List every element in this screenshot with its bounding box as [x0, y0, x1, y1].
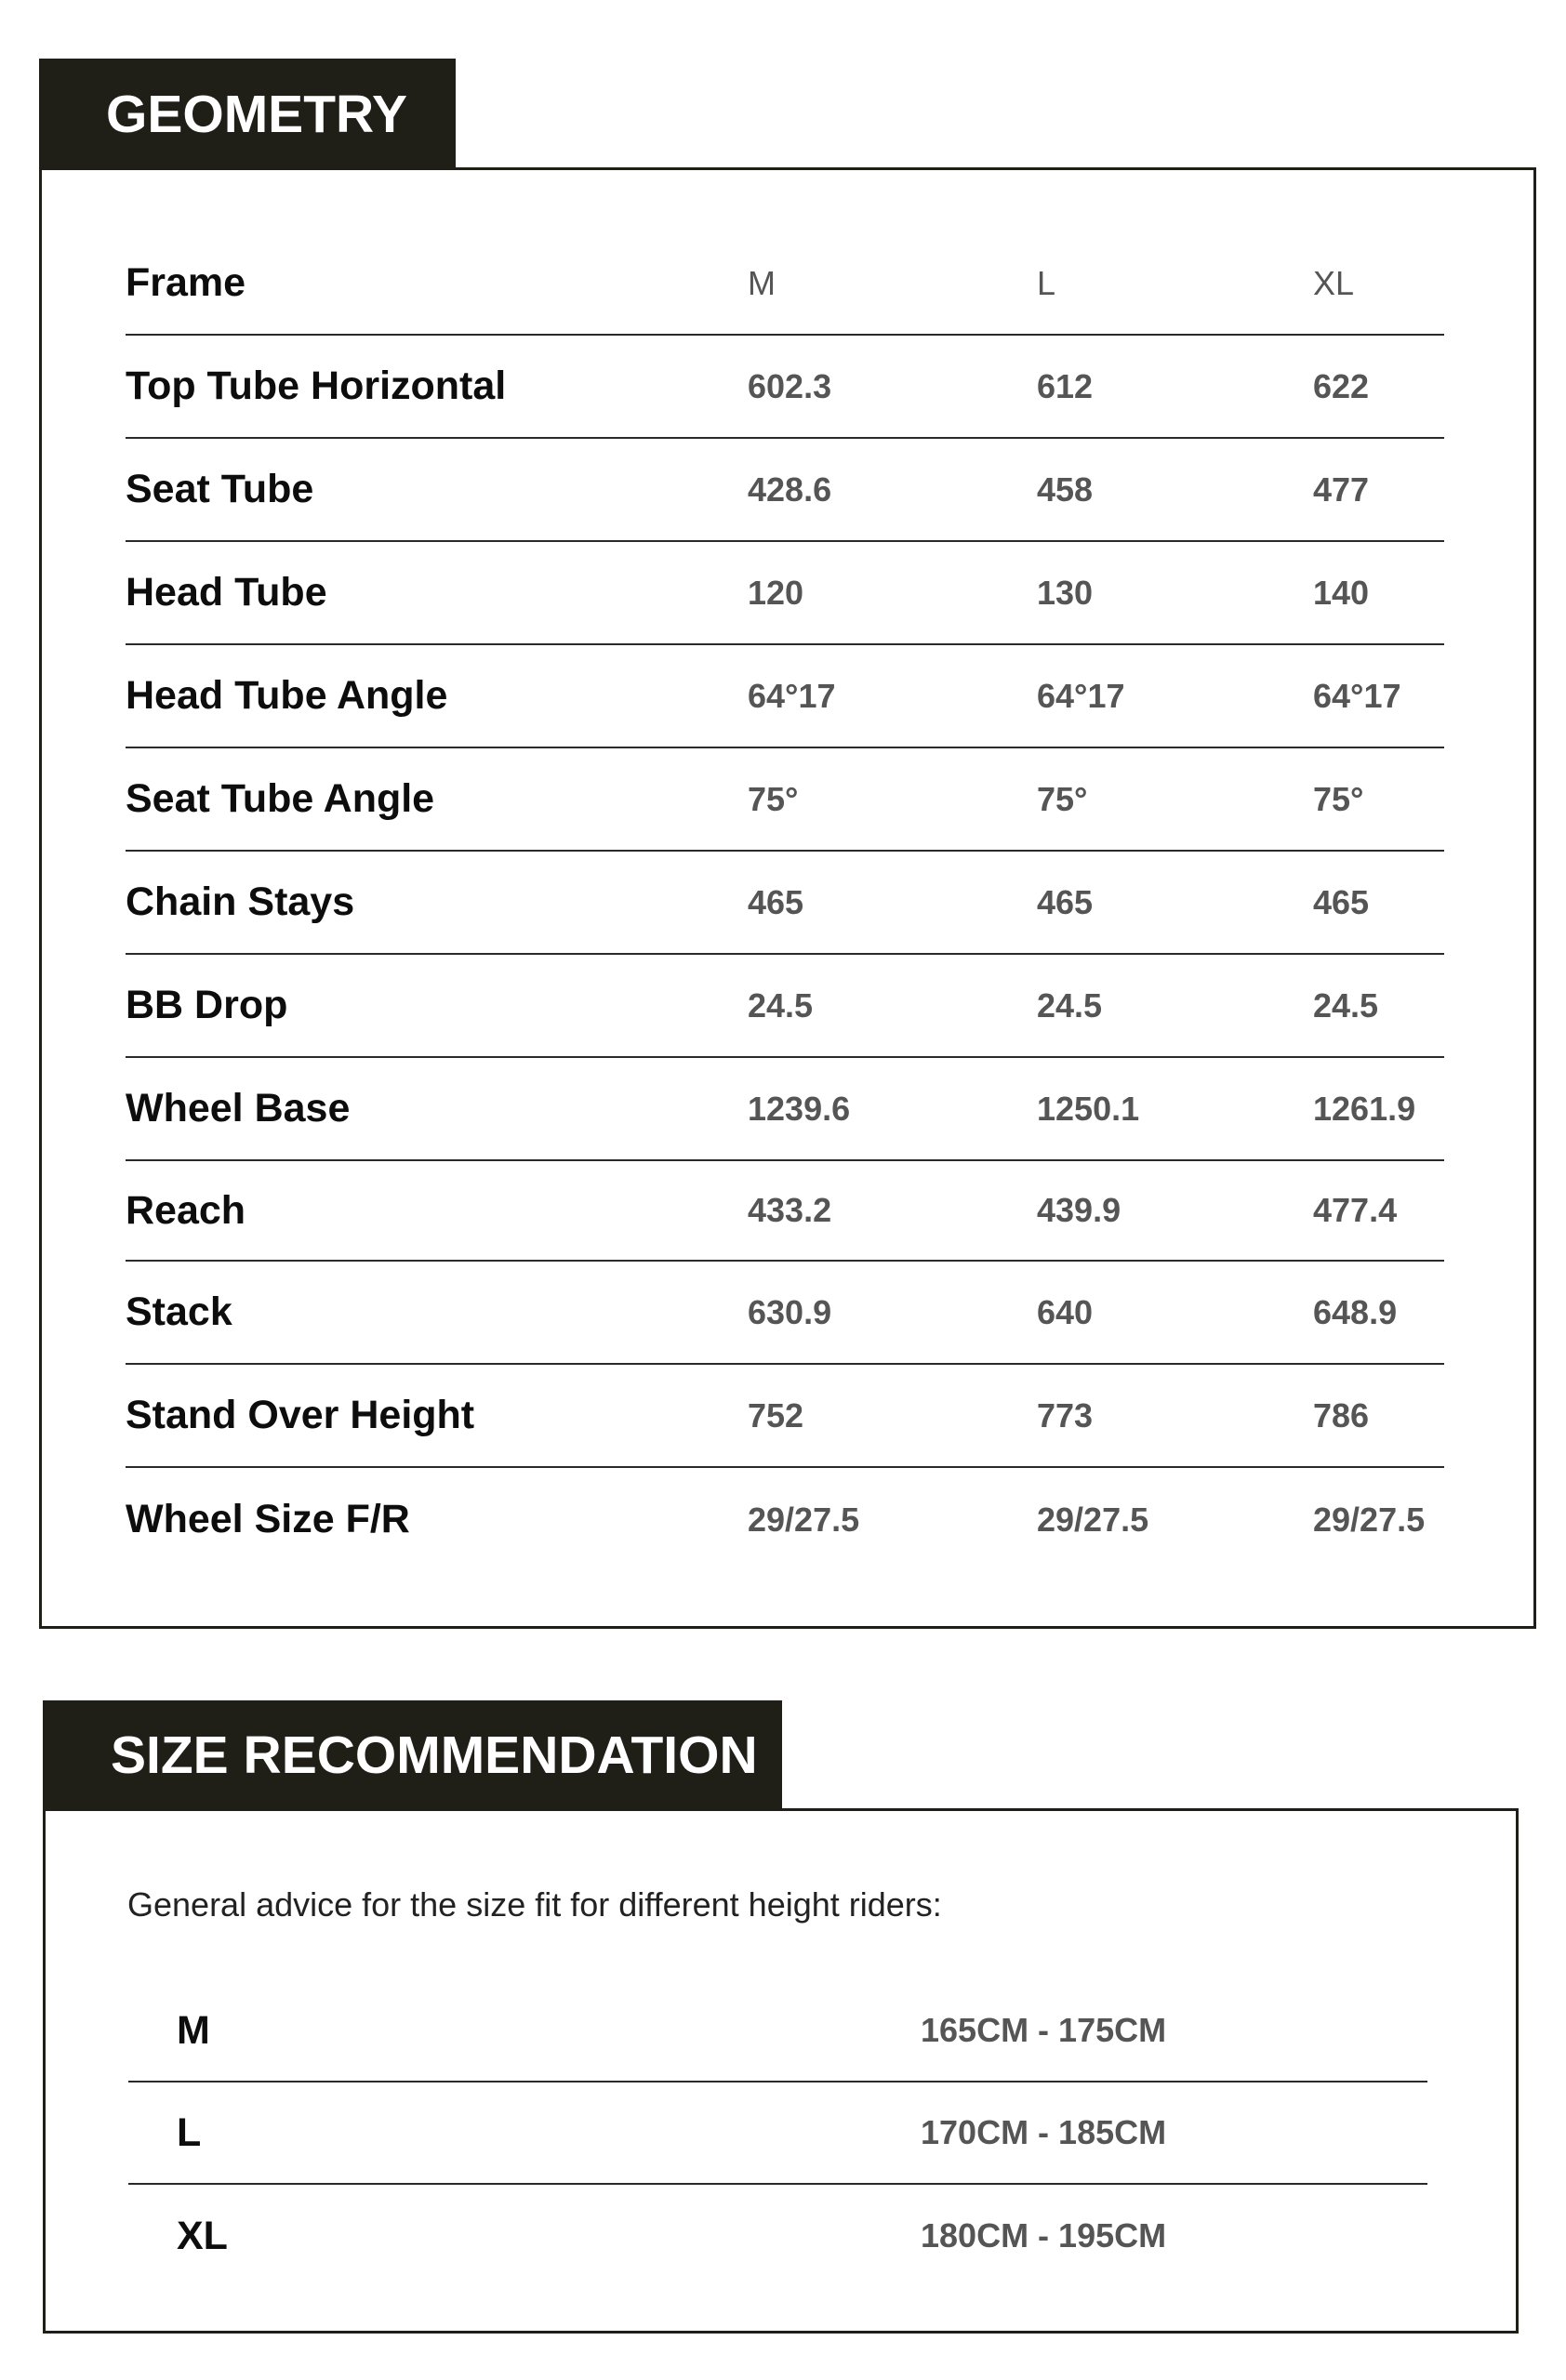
table-row [126, 1058, 1444, 1161]
value-l: 439.9 [1037, 1191, 1121, 1229]
value-m: 433.2 [748, 1191, 832, 1229]
row-label: Stand Over Height [126, 1393, 475, 1437]
value-xl: 477.4 [1313, 1191, 1398, 1229]
size-label: XL [177, 2213, 228, 2258]
height-range: 165CM - 175CM [921, 2011, 1167, 2049]
value-l: 612 [1037, 366, 1094, 405]
value-xl: 29/27.5 [1313, 1500, 1426, 1539]
size-header-m: M [748, 263, 776, 302]
value-xl: 24.5 [1313, 985, 1379, 1025]
table-row [126, 1365, 1444, 1468]
table-row [126, 852, 1444, 955]
value-xl: 786 [1313, 1395, 1370, 1435]
geometry-section-title: GEOMETRY [39, 59, 456, 169]
table-row [126, 955, 1444, 1058]
table-row [126, 336, 1444, 439]
value-m: 465 [748, 882, 804, 921]
row-label: Stack [126, 1289, 232, 1334]
value-m: 29/27.5 [748, 1500, 860, 1539]
value-l: 465 [1037, 882, 1094, 921]
table-row [126, 439, 1444, 542]
table-row [126, 645, 1444, 748]
geometry-table-header [126, 232, 1444, 336]
value-m: 428.6 [748, 469, 832, 509]
row-label: Wheel Base [126, 1086, 351, 1130]
size-label: M [177, 2007, 210, 2053]
row-label: Seat Tube [126, 467, 314, 511]
row-label: Reach [126, 1187, 246, 1233]
value-l: 773 [1037, 1395, 1094, 1435]
table-row [126, 1161, 1444, 1262]
value-xl: 1261.9 [1313, 1089, 1416, 1128]
size-header-xl: XL [1313, 263, 1355, 302]
value-m: 602.3 [748, 366, 832, 405]
value-l: 75° [1037, 779, 1088, 818]
list-item [128, 2185, 1427, 2287]
table-row [126, 1262, 1444, 1365]
value-l: 130 [1037, 573, 1094, 612]
row-label: Wheel Size F/R [126, 1497, 410, 1541]
value-m: 630.9 [748, 1292, 832, 1331]
geometry-table [126, 232, 1444, 1571]
row-label: Head Tube [126, 570, 327, 615]
value-xl: 465 [1313, 882, 1370, 921]
value-m: 75° [748, 779, 799, 818]
value-xl: 622 [1313, 366, 1370, 405]
height-range: 180CM - 195CM [921, 2216, 1167, 2254]
table-row [126, 1468, 1444, 1571]
row-label: BB Drop [126, 983, 288, 1027]
size-recommendation-table [128, 1980, 1427, 2287]
value-xl: 75° [1313, 779, 1364, 818]
value-m: 1239.6 [748, 1089, 851, 1128]
value-xl: 140 [1313, 573, 1370, 612]
value-l: 1250.1 [1037, 1089, 1140, 1128]
list-item [128, 1980, 1427, 2082]
size-recommendation-section-title: SIZE RECOMMENDATION [43, 1700, 782, 1810]
row-label: Seat Tube Angle [126, 776, 435, 821]
value-m: 120 [748, 573, 804, 612]
list-item [128, 2082, 1427, 2185]
value-m: 24.5 [748, 985, 814, 1025]
value-l: 24.5 [1037, 985, 1103, 1025]
row-label: Top Tube Horizontal [126, 364, 507, 408]
value-m: 752 [748, 1395, 804, 1435]
size-advice-text: General advice for the size fit for different height riders: [127, 1885, 942, 1924]
size-header-l: L [1037, 263, 1056, 302]
row-label: Head Tube Angle [126, 673, 448, 718]
value-xl: 648.9 [1313, 1292, 1398, 1331]
size-label: L [177, 2109, 202, 2155]
value-l: 458 [1037, 469, 1094, 509]
height-range: 170CM - 185CM [921, 2113, 1167, 2151]
value-l: 29/27.5 [1037, 1500, 1149, 1539]
table-row [126, 542, 1444, 645]
value-xl: 64°17 [1313, 676, 1401, 715]
row-label: Chain Stays [126, 879, 355, 924]
table-row [126, 748, 1444, 852]
value-m: 64°17 [748, 676, 836, 715]
value-xl: 477 [1313, 469, 1370, 509]
frame-header-label: Frame [126, 260, 246, 305]
value-l: 640 [1037, 1292, 1094, 1331]
value-l: 64°17 [1037, 676, 1125, 715]
